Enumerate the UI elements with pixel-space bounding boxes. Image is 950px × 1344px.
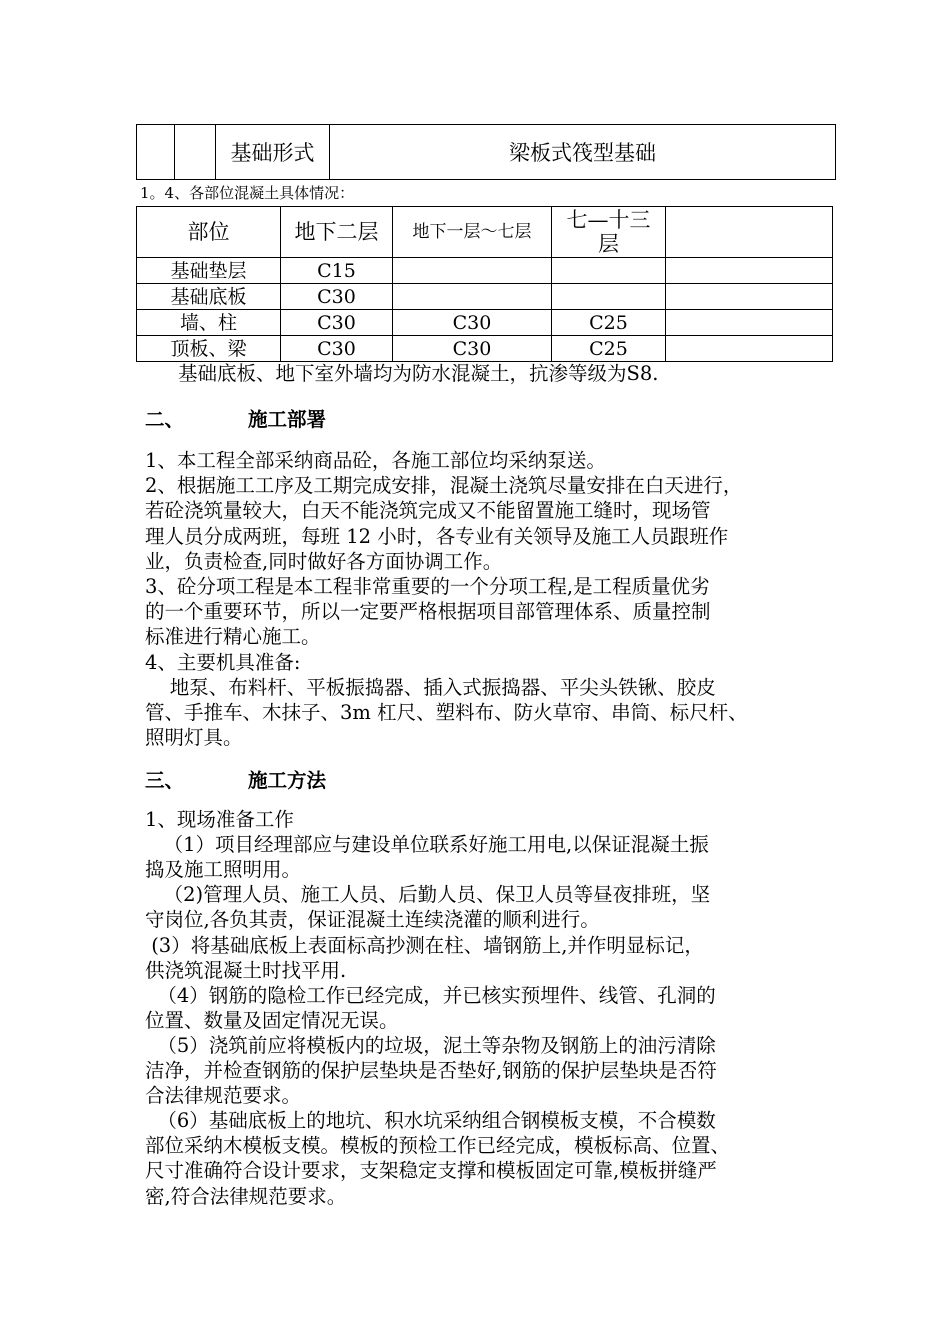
table-cell: C25 <box>552 336 666 362</box>
table-cell: 顶板、梁 <box>137 336 281 362</box>
paragraph-line: 1、现场准备工作 <box>145 808 294 831</box>
section2-title: 施工部署 <box>248 408 327 431</box>
paragraph-line: （5）浇筑前应将模板内的垃圾，泥土等杂物及钢筋上的油污清除 <box>145 1033 716 1057</box>
paragraph-line: 若砼浇筑量较大，白天不能浇筑完成又不能留置施工缝时，现场管 <box>145 499 711 523</box>
table-cell <box>666 258 833 284</box>
table-cell <box>666 310 833 336</box>
paragraph-line: 合法律规范要求。 <box>145 1084 302 1108</box>
paragraph-line: （2)管理人员、施工人员、后勤人员、保卫人员等昼夜排班，坚 <box>145 883 711 907</box>
table-cell: C25 <box>552 310 666 336</box>
paragraph-line: 洁净，并检查钢筋的保护层垫块是否垫好,钢筋的保护层垫块是否符 <box>145 1059 717 1082</box>
paragraph-line: （6）基础底板上的地坑、积水坑采纳组合钢模板支模，不合模数 <box>145 1109 716 1133</box>
table-row <box>137 258 833 284</box>
paragraph-line: 业，负责检查,同时做好各方面协调工作。 <box>145 549 503 573</box>
paragraph-line: 捣及施工照明用。 <box>145 858 302 882</box>
section3-heading <box>145 765 326 793</box>
section2-heading <box>145 404 326 432</box>
table-cell <box>552 258 666 284</box>
paragraph-line: 2、根据施工工序及工期完成安排，混凝土浇筑尽量安排在白天进行， <box>145 474 743 498</box>
paragraph-line: 管、手推车、木抹子、3m 杠尺、塑料布、防火草帘、串筒、标尺杆、 <box>145 701 748 724</box>
section2-number: 二、 <box>145 408 185 431</box>
paragraph-line: 供浇筑混凝土时找平用. <box>145 958 347 982</box>
table-cell: 基础垫层 <box>137 258 281 284</box>
table-cell <box>552 284 666 310</box>
table-cell: C30 <box>393 336 552 362</box>
paragraph-line: （1）项目经理部应与建设单位联系好施工用电,以保证混凝土振 <box>145 833 709 857</box>
paragraph-line: 地泵、布料杆、平板振捣器、插入式振捣器、平尖头铁锹、胶皮 <box>145 675 716 699</box>
table-cell: C30 <box>281 284 393 310</box>
header-cell: 部位 <box>137 207 281 258</box>
header-cell: 七—十三层 <box>552 207 666 258</box>
foundation-table <box>136 124 836 180</box>
foundation-value: 梁板式筏型基础 <box>330 125 836 180</box>
empty-cell <box>175 125 216 180</box>
section3-title: 施工方法 <box>248 769 327 792</box>
table-cell: C15 <box>281 258 393 284</box>
paragraph-line: 尺寸准确符合设计要求，支架稳定支撑和模板固定可靠,模板拼缝严 <box>145 1159 717 1183</box>
paragraph-line: 位置、数量及固定情况无误。 <box>145 1008 399 1032</box>
paragraph-line: （4）钢筋的隐检工作已经完成，并已核实预埋件、线管、孔洞的 <box>145 983 716 1007</box>
paragraph-line: 理人员分成两班，每班 12 小时，各专业有关领导及施工人员跟班作 <box>145 524 729 548</box>
paragraph-line: 3、砼分项工程是本工程非常重要的一个分项工程,是工程质量优劣 <box>145 575 710 598</box>
table-row <box>137 284 833 310</box>
table-cell <box>393 258 552 284</box>
paragraph-line: 部位采纳木模板支模。模板的预检工作已经完成，模板标高、位置、 <box>145 1134 731 1158</box>
paragraph-line: (3）将基础底板上表面标高抄测在柱、墙钢筋上,并作明显标记， <box>145 933 704 957</box>
foundation-label: 基础形式 <box>216 125 330 180</box>
table-cell: C30 <box>281 336 393 362</box>
table-row <box>137 336 833 362</box>
table-cell: C30 <box>393 310 552 336</box>
table-cell: 基础底板 <box>137 284 281 310</box>
concrete-grade-table <box>136 206 833 362</box>
table-cell: C30 <box>281 310 393 336</box>
section3-number: 三、 <box>145 769 185 792</box>
table-header-row <box>137 207 833 258</box>
table-cell <box>666 336 833 362</box>
waterproof-note: 基础底板、地下室外墙均为防水混凝土，抗渗等级为S8. <box>178 362 659 385</box>
table-cell: 墙、柱 <box>137 310 281 336</box>
paragraph-line: 的一个重要环节，所以一定要严格根据项目部管理体系、质量控制 <box>145 600 711 624</box>
table-row <box>137 310 833 336</box>
paragraph-line: 照明灯具。 <box>145 726 243 750</box>
paragraph-line: 密,符合法律规范要求。 <box>145 1184 347 1208</box>
header-cell <box>666 207 833 258</box>
paragraph-line: 4、主要机具准备: <box>145 650 301 674</box>
paragraph-line: 1、本工程全部采纳商品砼，各施工部位均采纳泵送。 <box>145 449 606 472</box>
paragraph-line: 守岗位,各负其责，保证混凝土连续浇灌的顺利进行。 <box>145 908 600 932</box>
paragraph-line: 标准进行精心施工。 <box>145 625 321 649</box>
concrete-note: 1。4、各部位混凝土具体情况： <box>140 184 355 202</box>
table-cell <box>666 284 833 310</box>
header-cell: 地下一层～七层 <box>393 207 552 258</box>
empty-cell <box>137 125 175 180</box>
header-cell: 地下二层 <box>281 207 393 258</box>
table-cell <box>393 284 552 310</box>
